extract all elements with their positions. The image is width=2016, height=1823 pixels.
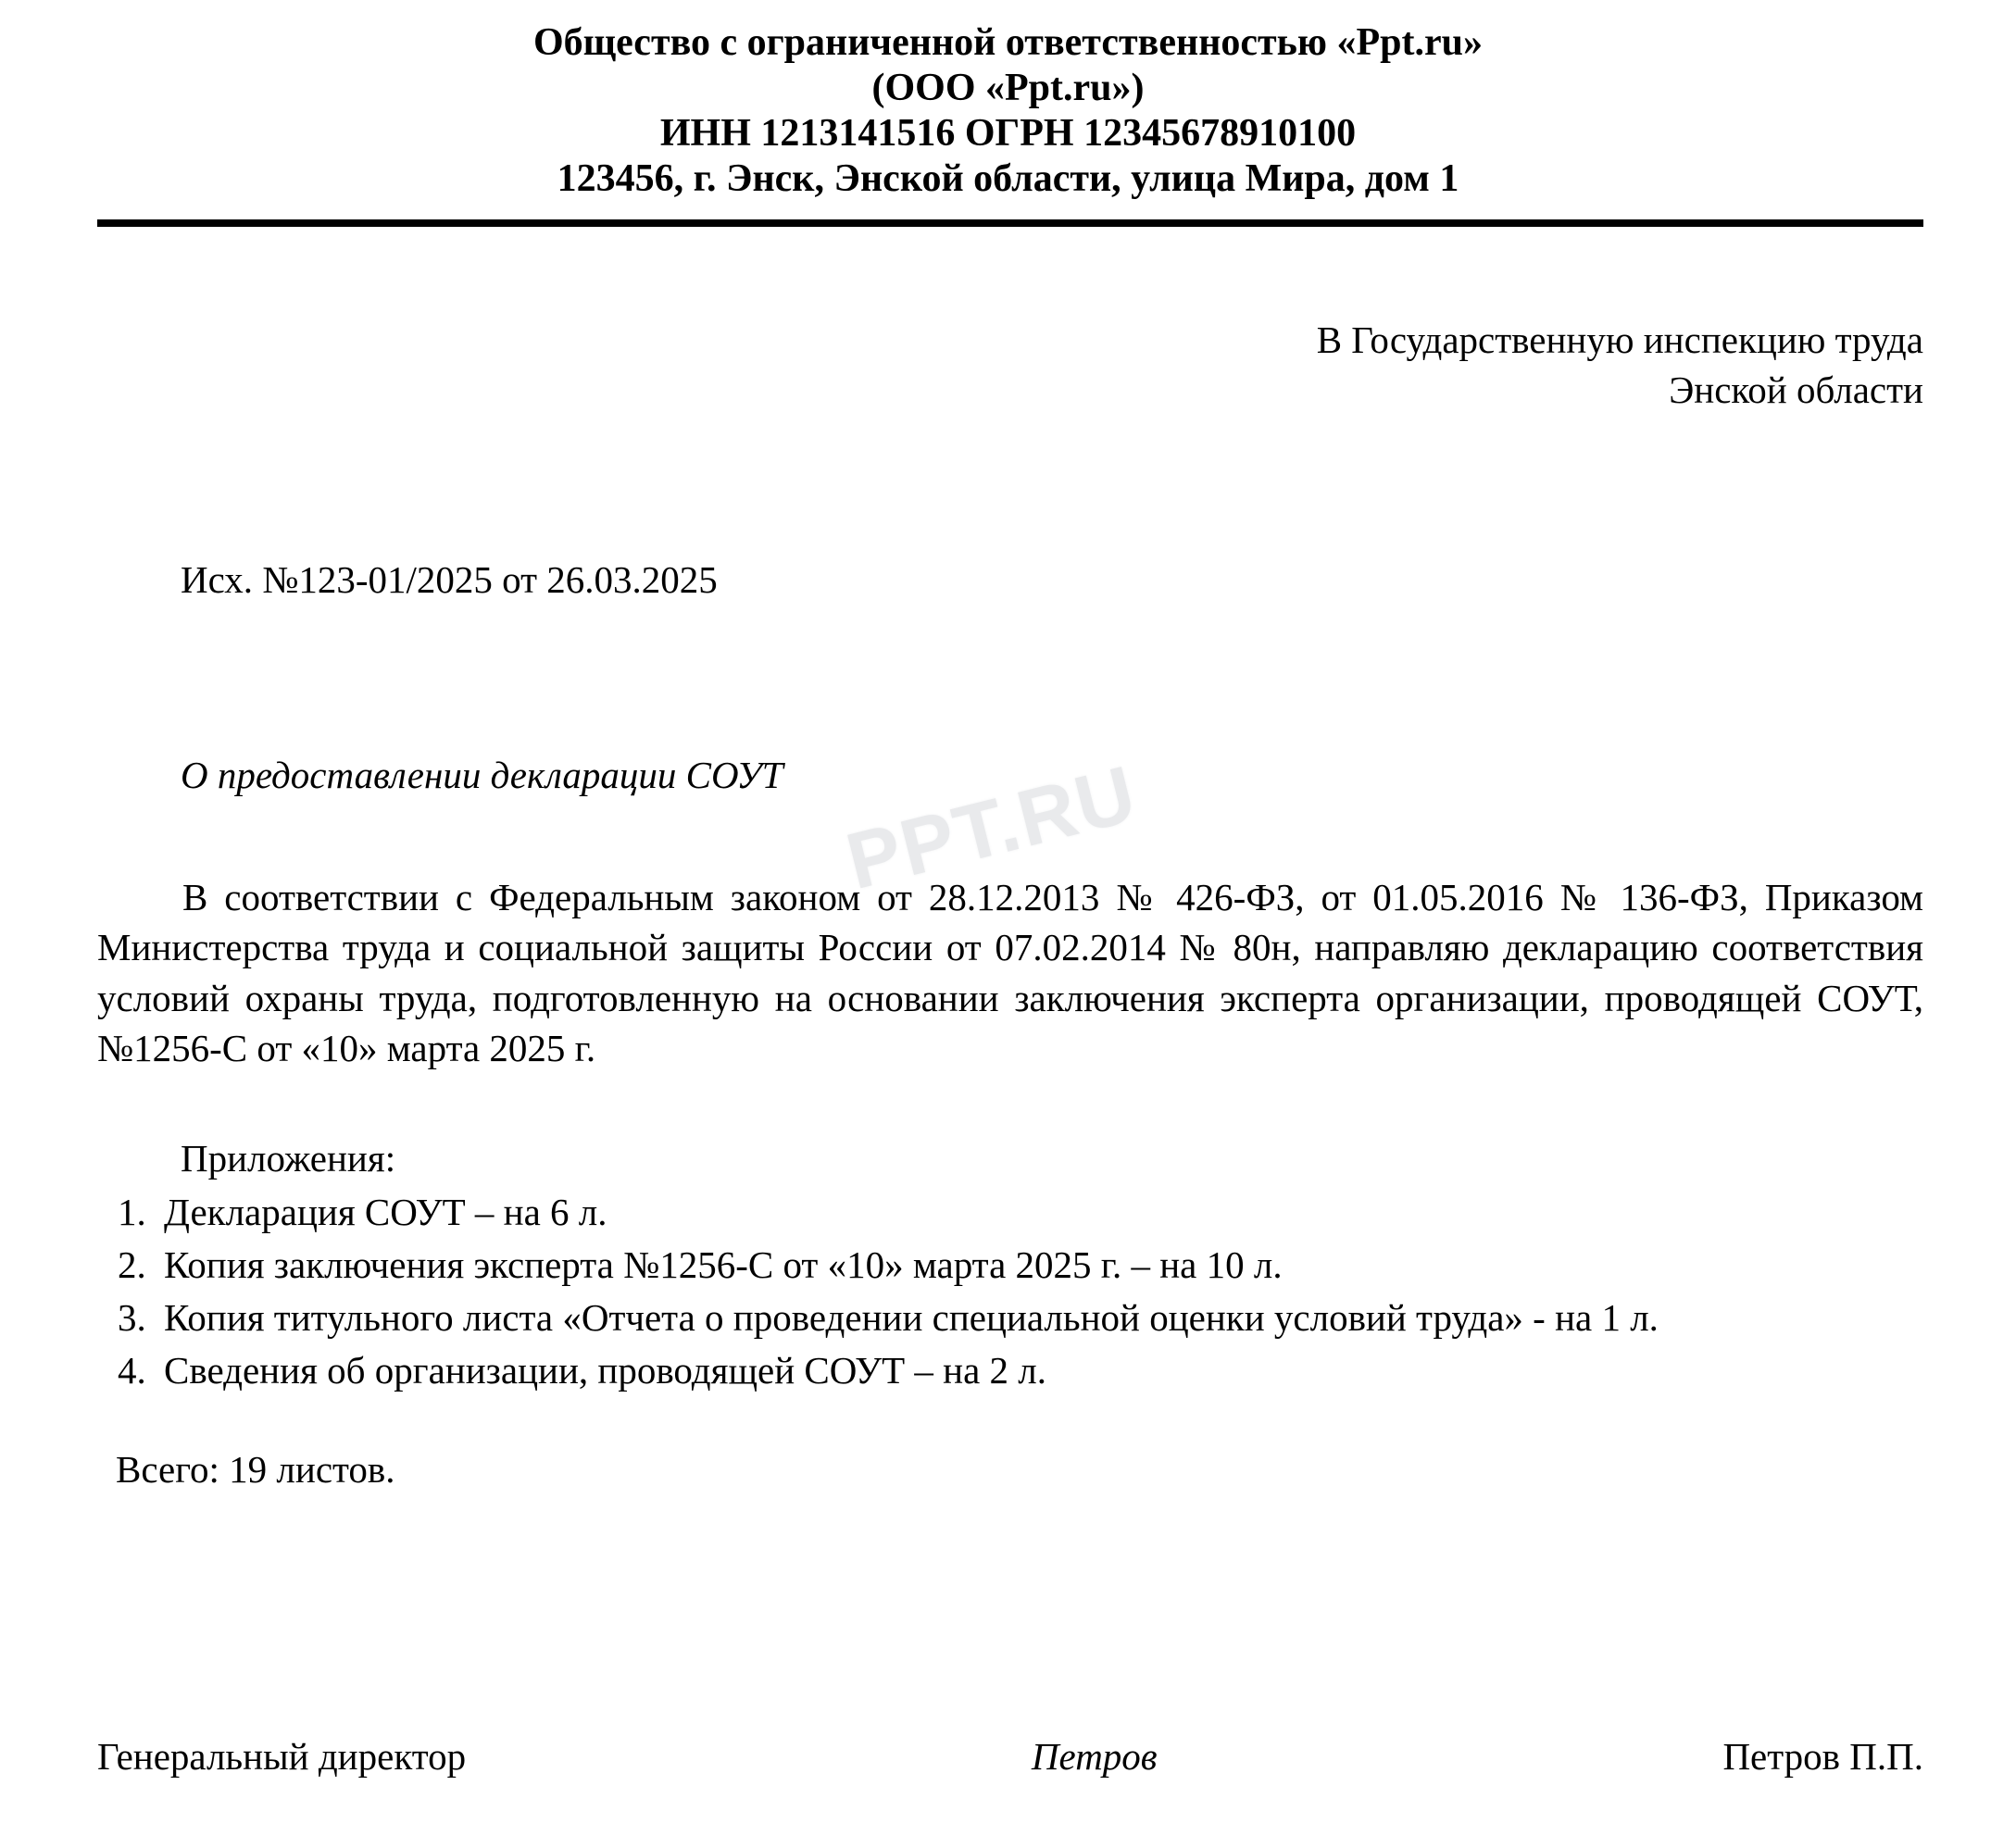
body-paragraph: В соответствии с Федеральным законом от 28.12.2013 № 426-ФЗ, от 01.05.2016 № 136-ФЗ, Приказом Министерства труда и социальной защиты России от 07.02.2014 № 80н, направляю декларацию соответствия условий охраны труда, подготовленную на основании заключения эксперта организации, проводящей СОУТ, №1256-С от «10» марта 2025 г.: [97, 876, 1923, 1069]
signatory-name: Петров П.П.: [1722, 1735, 1924, 1778]
letterhead-company-short-name: (ООО «Ppt.ru»): [871, 67, 1145, 110]
addressee-line-2: Энской области: [1669, 368, 1923, 411]
outgoing-reference: Исх. №123-01/2025 от 26.03.2025: [181, 557, 718, 601]
handwritten-signature: Петров: [1031, 1735, 1158, 1778]
signatory-role: Генеральный директор: [97, 1735, 467, 1778]
header-divider: [0, 203, 2016, 227]
list-item: Сведения об организации, проводящей СОУТ – на 2 л.: [164, 1349, 1046, 1392]
total-sheets: Всего: 19 листов.: [116, 1448, 395, 1492]
subject-line: О предоставлении декларации СОУТ: [181, 754, 783, 797]
document-content: [0, 315, 2016, 1495]
addressee-block: [97, 315, 1923, 415]
ppt-ru-watermark: PPT.RU: [838, 749, 1146, 907]
list-item: Копия титульного листа «Отчета о проведении специальной оценки условий труда» - на 1 л.: [164, 1296, 1659, 1340]
addressee-line-1: В Государственную инспекцию труда: [1316, 318, 1923, 361]
attachments-list: [97, 1187, 1923, 1395]
letterhead-address: 123456, г. Энск, Энской области, улица Мира, дом 1: [557, 157, 1459, 201]
list-item: Декларация СОУТ – на 6 л.: [164, 1191, 607, 1234]
attachments-title: Приложения:: [181, 1136, 396, 1180]
list-item: Копия заключения эксперта №1256-С от «10» марта 2025 г. – на 10 л.: [164, 1243, 1283, 1287]
letterhead-company-name: Общество с ограниченной ответственностью «Ppt.ru»: [533, 21, 1483, 64]
letterhead-block: [0, 0, 2016, 203]
letterhead-inn-ogrn: ИНН 1213141516 ОГРН 12345678910100: [659, 112, 1357, 156]
horizontal-rule: [97, 219, 1923, 227]
signature-block: [97, 1734, 1923, 1779]
